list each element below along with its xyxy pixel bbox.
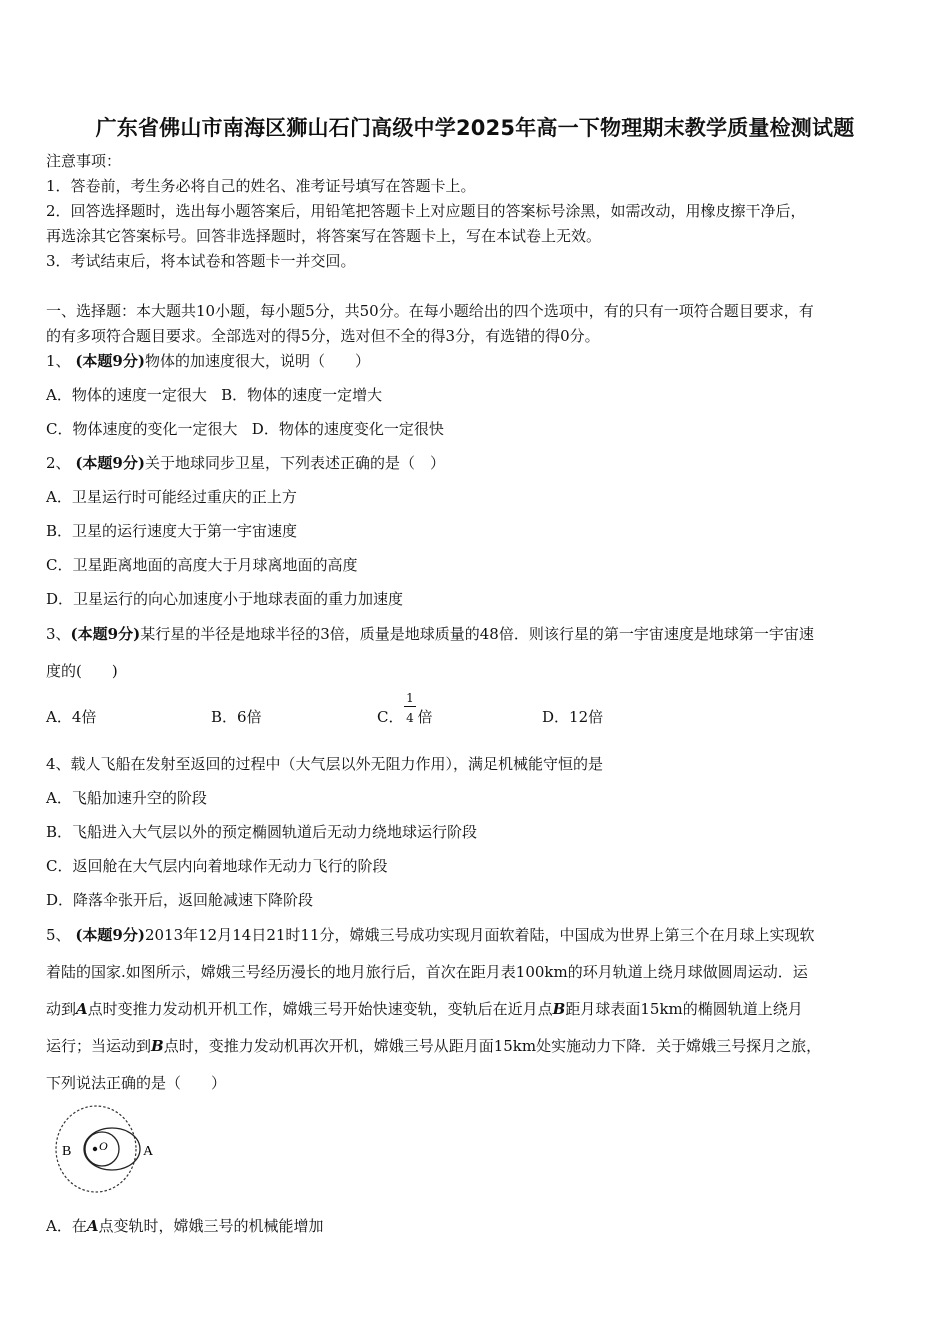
question-3-stem: 某行星的半径是地球半径的3倍，质量是地球质量的48倍．则该行星的第一宇宙速度是地球第一宇宙速 [140,625,814,643]
question-3-option-d: D．12倍 [542,708,604,726]
point-a-label-2: A [86,1217,99,1235]
question-2-number: 2、 [46,454,71,472]
question-4-option-c: C．返回舱在大气层内向着地球作无动力飞行的阶段 [46,857,388,875]
question-2-stem: 关于地球同步卫星，下列表述正确的是（ ） [144,454,445,472]
exam-title: 广东省佛山市南海区狮山石门高级中学2025年高一下物理期末教学质量检测试题 [95,116,855,140]
question-4-option-a: A．飞船加速升空的阶段 [46,789,207,807]
question-5-line4 [46,1036,821,1056]
question-4-option-d: D．降落伞张开后，返回舱减速下降阶段 [46,891,314,909]
question-5 [46,925,815,945]
question-1-option-a: A．物体的速度一定很大 [46,386,207,404]
question-1-options-cd [46,419,444,439]
question-5-line1: 2013年12月14日21时11分，嫦娥三号成功实现月面软着陆，中国成为世界上第三个在月球上实现软 [144,926,815,944]
question-3-option-c-suffix: 倍 [417,708,433,726]
question-3-option-c-numerator: 1 [406,691,414,705]
question-3-option-a: A．4倍 [46,708,97,726]
question-1 [46,351,370,371]
question-1-number: 1、 [46,352,71,370]
notice-item-2-cont: 再选涂其它答案标号。回答非选择题时，将答案写在答题卡上，写在本试卷上无效。 [46,227,602,245]
figure-label-a: A [143,1144,154,1159]
question-5-score: (本题9分) [75,926,145,944]
question-1-option-c: C．物体速度的变化一定很大 [46,420,238,438]
question-4-stem: 4、载人飞船在发射至返回的过程中（大气层以外无阻力作用），满足机械能守恒的是 [46,755,604,773]
question-5-line4-a: 运行；当运动到 [46,1037,152,1055]
figure-label-o: O [99,1139,108,1153]
moon-center-dot [93,1147,97,1151]
question-5-line3-a: 动到 [46,1000,77,1018]
question-3 [46,624,814,644]
figure-label-b: B [62,1144,72,1159]
notice-heading: 注意事项： [46,152,122,170]
question-3-option-b: B．6倍 [211,708,262,726]
point-a-label: A [76,1000,88,1018]
question-3-score: (本题9分) [70,625,141,643]
question-1-option-d: D．物体的速度变化一定很快 [251,420,444,438]
question-1-stem: 物体的加速度很大，说明（ ） [144,352,370,370]
fraction-bar [404,706,416,707]
notice-item-3: 3．考试结束后，将本试卷和答题卡一并交回。 [46,252,356,270]
question-3-option-c-prefix: C． [377,708,404,726]
point-b-label: B [552,1000,566,1018]
question-5-line3-c: 距月球表面15km的椭圆轨道上绕月 [565,1000,803,1018]
section-intro-line2: 的有多项符合题目要求。全部选对的得5分，选对但不全的得3分，有选错的得0分。 [46,327,600,345]
question-2 [46,453,445,473]
question-5-number: 5、 [46,926,71,944]
notice-item-2: 2．回答选择题时，选出每小题答案后，用铅笔把答题卡上对应题目的答案标号涂黑，如需改动，用橡皮擦干净后， [46,202,806,220]
question-3-number: 3、 [46,625,71,643]
question-2-option-b: B．卫星的运行速度大于第一宇宙速度 [46,522,298,540]
section-intro-line1: 一、选择题：本大题共10小题，每小题5分，共50分。在每小题给出的四个选项中，有的只有一项符合题目要求，有 [46,302,814,320]
question-1-option-b: B．物体的速度一定增大 [221,386,383,404]
question-3-stem-cont: 度的( ) [46,662,118,680]
question-2-option-a: A．卫星运行时可能经过重庆的正上方 [46,488,297,506]
question-5-option-a [46,1216,324,1236]
question-5-line3 [46,999,803,1019]
question-5-line2: 着陆的国家.如图所示，嫦娥三号经历漫长的地月旅行后，首次在距月表100km的环月轨道上绕月球做圆周运动．运 [46,963,808,981]
question-5-line5: 下列说法正确的是（ ） [46,1074,227,1092]
notice-item-1: 1．答卷前，考生务必将自己的姓名、准考证号填写在答题卡上。 [46,177,476,195]
question-2-score: (本题9分) [75,454,145,472]
moon-orbit-figure [48,1104,163,1196]
question-5-line4-b: 点时，变推力发动机再次开机，嫦娥三号从距月面15km处实施动力下降．关于嫦娥三号探月之旅， [163,1037,822,1055]
question-2-option-d: D．卫星运行的向心加速度小于地球表面的重力加速度 [46,590,404,608]
question-2-option-c: C．卫星距离地面的高度大于月球离地面的高度 [46,556,358,574]
question-4-option-b: B．飞船进入大气层以外的预定椭圆轨道后无动力绕地球运行阶段 [46,823,478,841]
question-1-score: (本题9分) [75,352,145,370]
point-b-label-2: B [151,1037,164,1055]
question-1-options-ab [46,385,382,405]
question-5-option-a-post: 点变轨时，嫦娥三号的机械能增加 [98,1217,324,1235]
question-5-line3-b: 点时变推力发动机开机工作，嫦娥三号开始快速变轨，变轨后在近月点 [87,1000,553,1018]
question-5-option-a-pre: A．在 [46,1217,87,1235]
question-3-option-c-denominator: 4 [406,711,414,725]
